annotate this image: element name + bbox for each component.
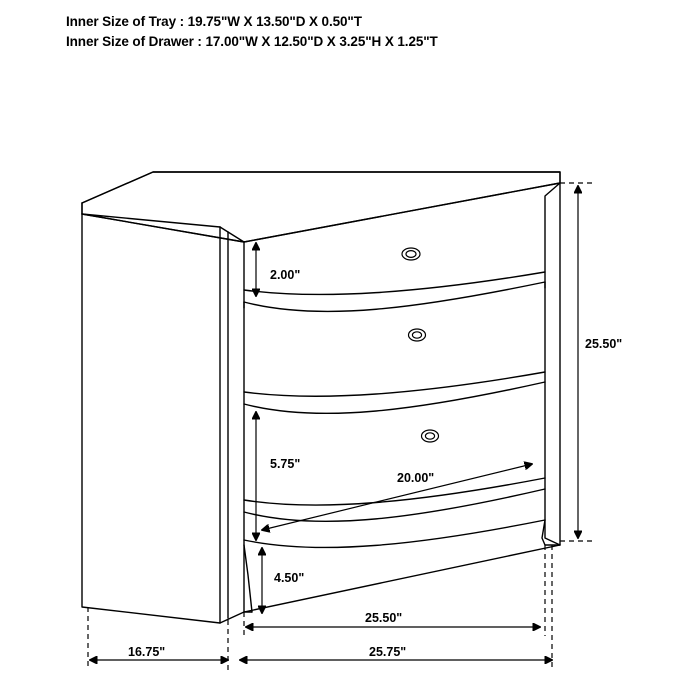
- inner-size-drawer-text: Inner Size of Drawer : 17.00"W X 12.50"D X 3.25"H X 1.25"T: [66, 34, 438, 49]
- dim-label-drawer-top-height: 2.00": [270, 268, 301, 282]
- dim-label-overall-height: 25.50": [585, 337, 623, 351]
- dim-label-drawer-bottom-height: 5.75": [270, 457, 301, 471]
- dim-label-drawer-front-width: 20.00": [397, 471, 435, 485]
- inner-size-tray-text: Inner Size of Tray : 19.75"W X 13.50"D X 0.50"T: [66, 14, 362, 29]
- dim-label-side-depth: 16.75": [128, 645, 166, 659]
- dim-label-overall-width: 25.75": [369, 645, 407, 659]
- dim-label-leg-height: 4.50": [274, 571, 305, 585]
- dim-label-front-face-width: 25.50": [365, 611, 403, 625]
